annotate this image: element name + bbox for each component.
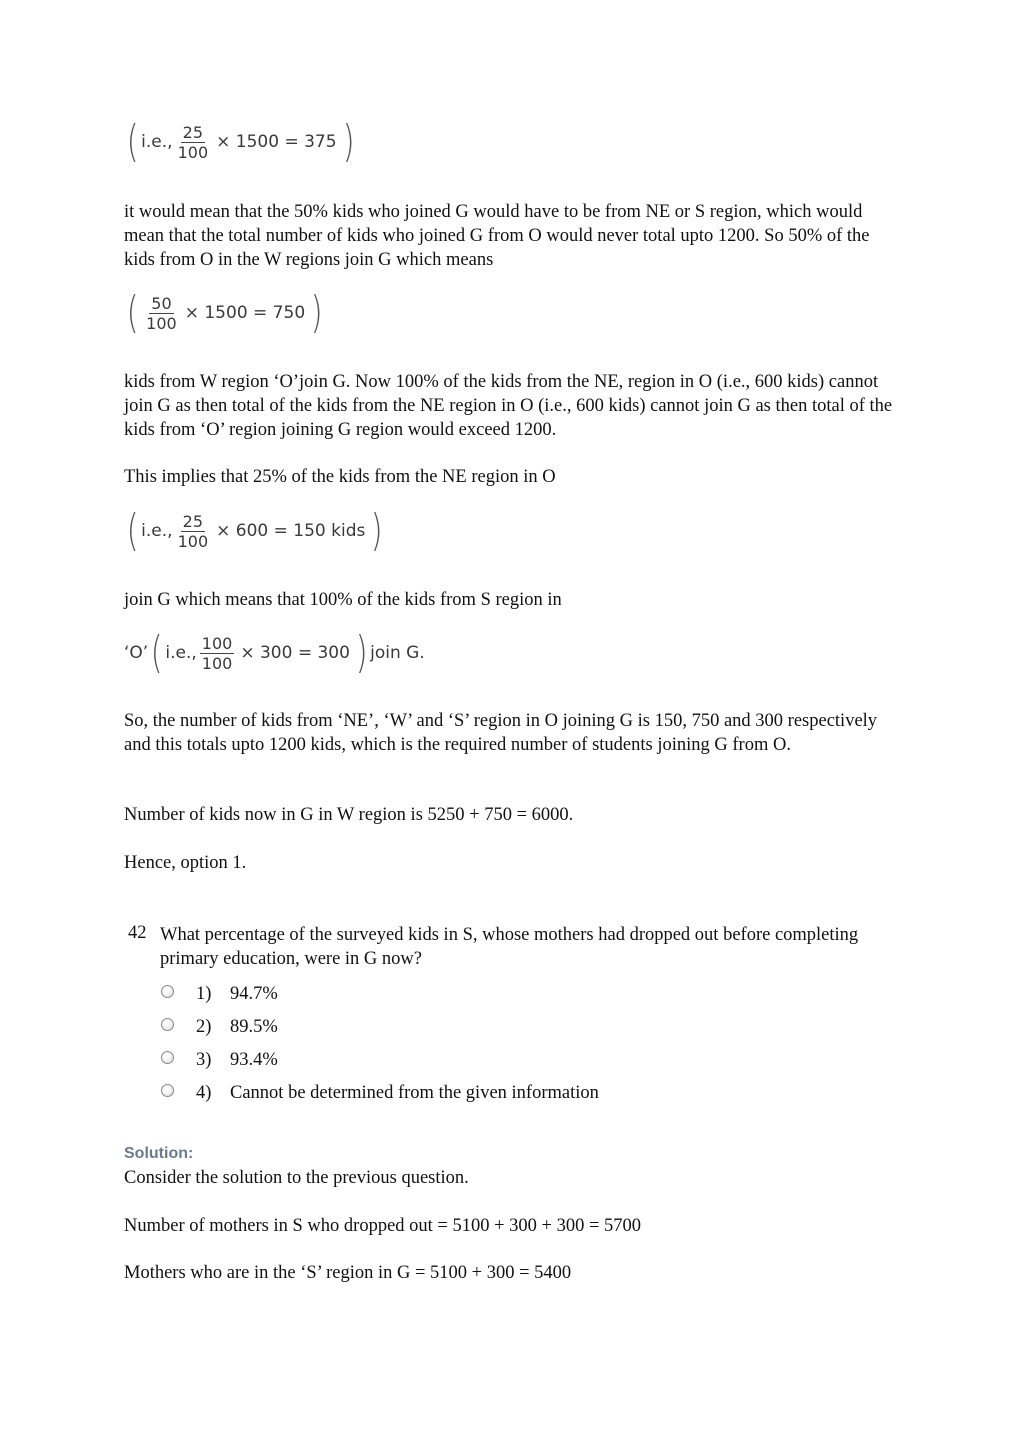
radio-button-icon[interactable]: [161, 1084, 174, 1097]
eq-tail: join G.: [370, 643, 425, 663]
eq-rest: × 1500 = 750: [184, 303, 306, 323]
fraction: [144, 294, 179, 333]
solution-line-2: Number of mothers in S who dropped out = 5100 + 300 + 300 = 5700: [124, 1216, 642, 1236]
eq-rest: × 300 = 300: [240, 643, 350, 663]
radio-button-icon[interactable]: [161, 985, 174, 998]
eq-rest: × 600 = 150 kids: [216, 521, 366, 541]
question-number: 42: [128, 923, 147, 943]
radio-button-icon[interactable]: [161, 1051, 174, 1064]
eq-lead: ‘O’: [124, 643, 149, 663]
option-4[interactable]: [161, 1081, 599, 1105]
eq-prefix: i.e.,: [165, 643, 197, 663]
question-text: What percentage of the surveyed kids in S, whose mothers had dropped out before completing primary education, were in G now?: [160, 925, 859, 969]
paragraph-1: it would mean that the 50% kids who joined G would have to be from NE or S region, which would mean that the total number of kids who joined G from O would never total upto 1200. So 50% of the kids from O in the W regions join G which means: [124, 202, 870, 270]
close-paren: ): [370, 505, 383, 556]
equation-1: [124, 116, 357, 167]
paragraph-2: kids from W region ‘O’join G. Now 100% of the kids from the NE, region in O (i.e., 600 kids) cannot join G as then total of the kids from the NE region in O (i.e., 600 kids) cannot join G as then total of the kids from ‘O’ region joining G region would exceed 1200.: [124, 372, 893, 440]
denominator: 100: [146, 313, 177, 333]
option-number: 4): [196, 1082, 212, 1103]
solution-line-3: Mothers who are in the ‘S’ region in G = 5100 + 300 = 5400: [124, 1263, 572, 1283]
eq-rest: × 1500 = 375: [216, 132, 337, 152]
option-text: 93.4%: [230, 1049, 278, 1070]
close-paren: ): [342, 116, 355, 167]
open-paren: (: [126, 116, 139, 167]
solution-line-1: Consider the solution to the previous question.: [124, 1168, 469, 1188]
denominator: 100: [177, 531, 209, 551]
option-text: 89.5%: [230, 1016, 278, 1037]
option-2[interactable]: [161, 1015, 278, 1039]
equation-3: [124, 505, 386, 556]
open-paren: (: [150, 627, 163, 678]
equation-4: [124, 627, 425, 678]
numerator: 25: [182, 122, 204, 142]
denominator: 100: [177, 142, 209, 162]
open-paren: (: [126, 287, 139, 338]
eq-prefix: i.e.,: [141, 132, 173, 152]
option-number: 1): [196, 983, 212, 1004]
radio-button-icon[interactable]: [161, 1018, 174, 1031]
numerator: 25: [182, 511, 204, 531]
denominator: 100: [201, 653, 233, 673]
option-number: 3): [196, 1049, 212, 1070]
paragraph-3: This implies that 25% of the kids from the NE region in O: [124, 467, 556, 487]
option-1[interactable]: [161, 982, 278, 1006]
equation-2: [124, 287, 325, 338]
option-text: 94.7%: [230, 983, 278, 1004]
numerator: 100: [201, 633, 233, 653]
paragraph-7: Hence, option 1.: [124, 853, 247, 873]
option-text: Cannot be determined from the given information: [230, 1082, 599, 1103]
close-paren: ): [310, 287, 323, 338]
option-3[interactable]: [161, 1048, 278, 1072]
eq-prefix: i.e.,: [141, 521, 173, 541]
fraction: [200, 634, 235, 673]
close-paren: ): [355, 627, 368, 678]
paragraph-6: Number of kids now in G in W region is 5250 + 750 = 6000.: [124, 805, 574, 825]
solution-heading: Solution:: [124, 1145, 194, 1162]
option-number: 2): [196, 1016, 212, 1037]
fraction: [176, 512, 211, 551]
fraction: [176, 123, 211, 162]
paragraph-5: So, the number of kids from ‘NE’, ‘W’ and ‘S’ region in O joining G is 150, 750 and 300 respectively and this totals upto 1200 kids, which is the required number of students joining G from O.: [124, 711, 878, 755]
paragraph-4: join G which means that 100% of the kids from S region in: [124, 590, 562, 610]
open-paren: (: [126, 505, 139, 556]
numerator: 50: [151, 293, 172, 313]
